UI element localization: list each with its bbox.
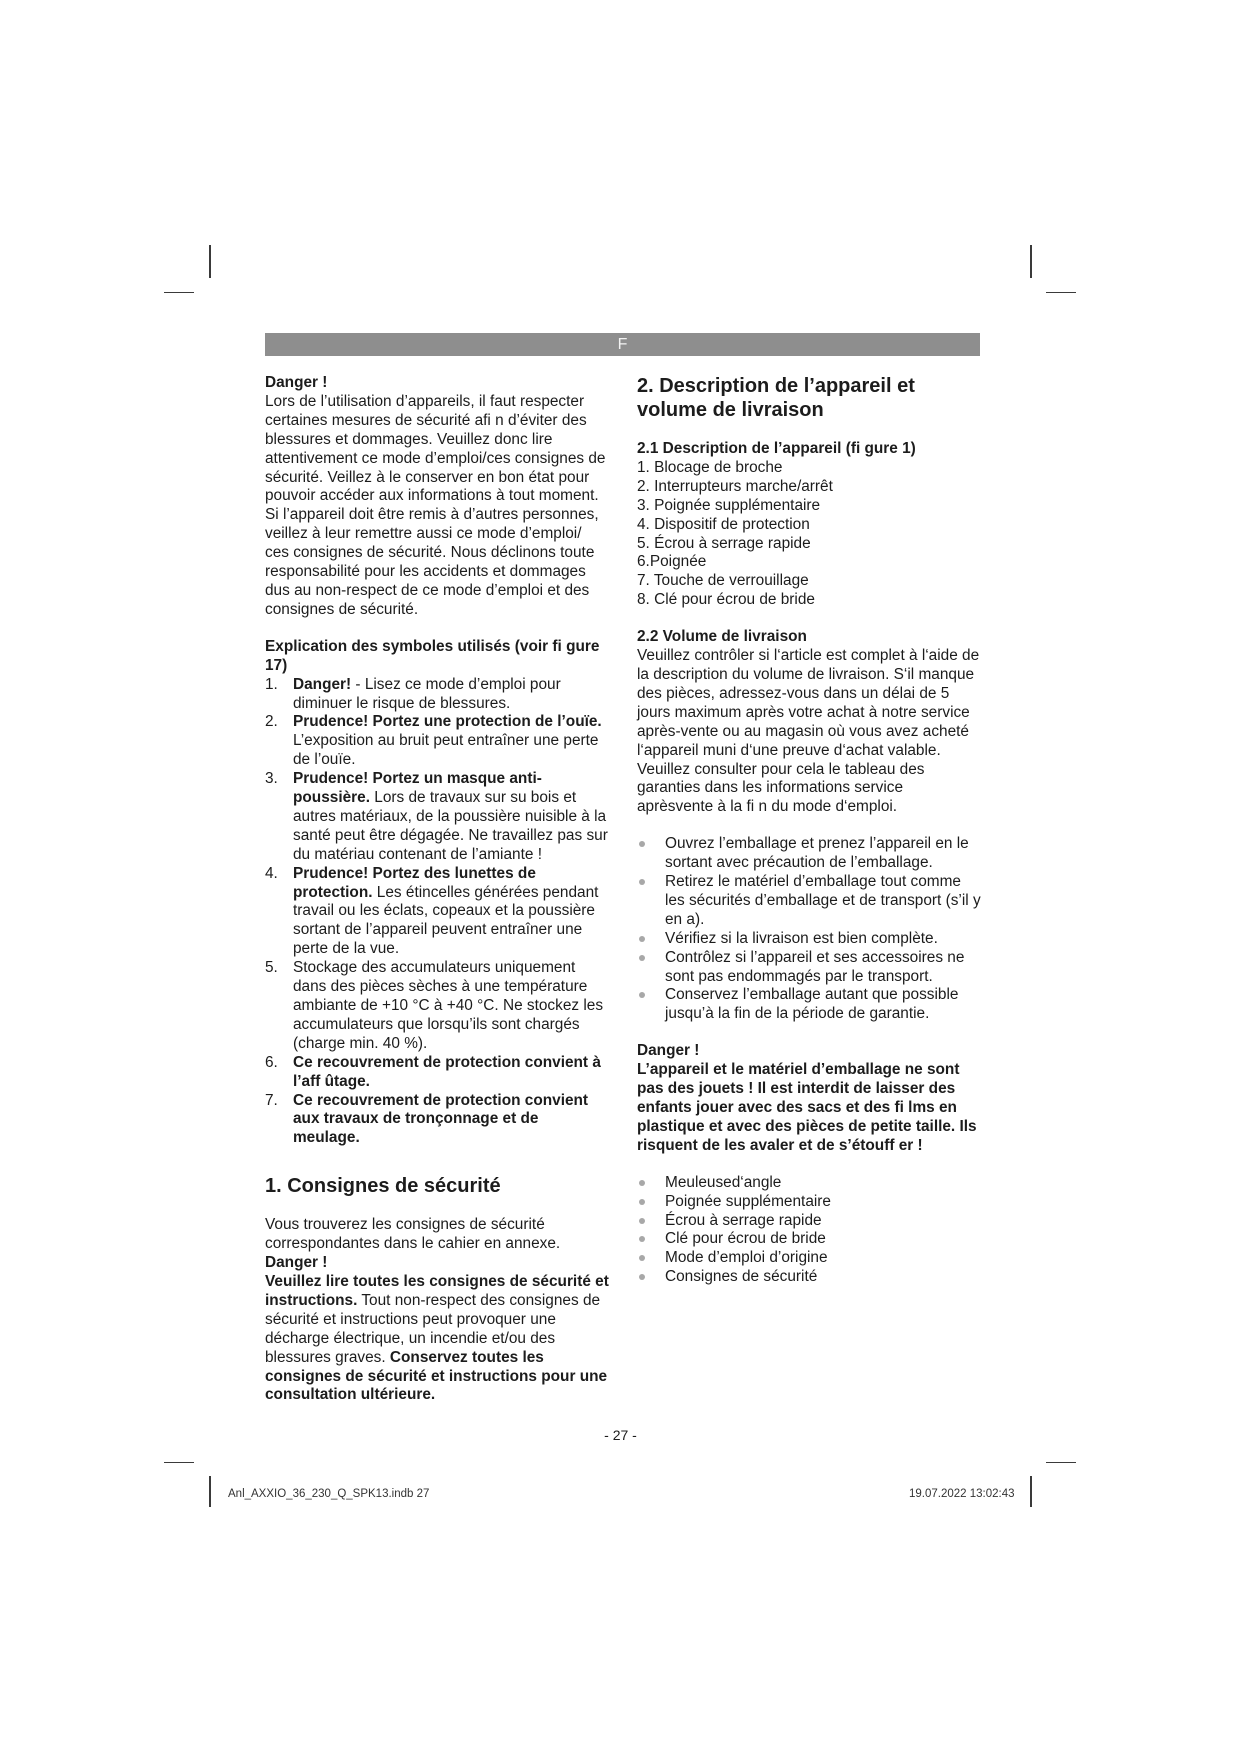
list-item: Clé pour écrou de bride — [637, 1230, 982, 1249]
crop-mark — [1030, 245, 1032, 278]
bullet-icon — [639, 1180, 645, 1186]
section1-text: Vous trouverez les consignes de sécurité correspondantes dans le cahier en annexe. — [265, 1216, 561, 1253]
bullet-icon — [639, 955, 645, 961]
sub21-title: 2.1 Description de l’appareil (fi gure 1) — [637, 440, 916, 457]
section1-paragraph: Veuillez lire toutes les consignes de sécurité et instructions. Tout non-respect des consignes de sécurité et instructions peut provoquer une décharge électrique, un incendie et/ou des blessures graves. Conservez toutes les consignes de sécurité et instructions pour une consultation ultérieure. — [265, 1272, 609, 1404]
list-item: 5. Stockage des accumulateurs uniquement dans des pièces sèches à une température ambiante de +10 °C à +40 °C. Ne stockez les accumulateurs que lorsqu’ils sont chargés (charge min. 40 %). — [265, 959, 604, 1052]
section1-title: 1. Consignes de sécurité — [265, 1175, 501, 1198]
bullet-icon — [639, 1274, 645, 1280]
delivery-contents-list — [637, 1174, 982, 1287]
intro-danger-title: Danger ! — [265, 374, 328, 391]
crop-mark — [164, 292, 194, 293]
footer-timestamp: 19.07.2022 13:02:43 — [909, 1488, 1015, 1500]
section1-danger: Danger ! — [265, 1254, 328, 1272]
bullet-icon — [639, 1199, 645, 1205]
list-item: 5. Écrou à serrage rapide — [637, 534, 811, 552]
list-item: Conservez l’emballage autant que possible jusqu’à la fin de la période de garantie. — [637, 986, 982, 1024]
bullet-icon — [639, 879, 645, 885]
bullet-icon — [639, 1218, 645, 1224]
list-item: Meuleused‘angle — [637, 1174, 982, 1193]
symbols-list — [265, 676, 609, 1149]
crop-mark — [1046, 292, 1076, 293]
list-item: 7. Ce recouvrement de protection convient aux travaux de tronçonnage et de meulage. — [265, 1091, 589, 1147]
crop-mark — [209, 1476, 211, 1507]
list-item: 7. Touche de verrouillage — [637, 572, 809, 590]
page-number: - 27 - — [604, 1427, 637, 1443]
list-item: 8. Clé pour écrou de bride — [637, 591, 815, 609]
list-item: Consignes de sécurité — [637, 1268, 982, 1287]
list-item: 3. Poignée supplémentaire — [637, 496, 821, 514]
bullet-icon — [639, 992, 645, 998]
right-column — [637, 374, 982, 1287]
list-item: Ouvrez l’emballage et prenez l’appareil en le sortant avec précaution de l’emballage. — [637, 835, 982, 873]
list-item: 1. Blocage de broche — [637, 458, 783, 476]
bullet-icon — [639, 1236, 645, 1242]
sub22-text: Veuillez contrôler si l‘article est complet à l‘aide de la description du volume de livraison. S‘il manque des pièces, adressez-vous dans un délai de 5 jours maximum après votre achat à notre service après-vente ou au magasin où vous avez acheté l‘appareil muni d‘une preuve d‘achat valable. Veuillez consulter pour cela le tableau des garanties dans les informations service aprèsvente à la fi n du mode d‘emploi. — [637, 647, 980, 816]
crop-mark — [209, 245, 211, 278]
bullet-icon — [639, 1255, 645, 1261]
danger-title: Danger ! — [637, 1042, 700, 1060]
language-label: F — [617, 336, 628, 353]
list-item: Poignée supplémentaire — [637, 1193, 982, 1212]
list-item: 6. Ce recouvrement de protection convient à l’aff ûtage. — [265, 1053, 601, 1090]
crop-mark — [1046, 1462, 1076, 1463]
list-item: Retirez le matériel d’emballage tout comme les sécurités d’emballage et de transport (s’il y en a). — [637, 873, 982, 930]
language-header-bar — [265, 333, 980, 356]
list-item: Contrôlez si l’appareil et ses accessoires ne sont pas endommagés par le transport. — [637, 949, 982, 987]
sub22-title: 2.2 Volume de livraison — [637, 628, 807, 646]
parts-list — [637, 459, 982, 610]
crop-mark — [164, 1462, 194, 1463]
intro-text: Lors de l’utilisation d’appareils, il faut respecter certaines mesures de sécurité afi n d’éviter des blessures et dommages. Veuillez donc lire attentivement ce mode d’emploi/ces consignes de sécurité. Veillez à le conserver en bon état pour pouvoir accéder aux informations à tout moment. Si l’appareil doit être remis à d’autres personnes, veillez à leur remettre aussi ce mode d’emploi/ ces consignes de sécurité. Nous déclinons toute responsabilité pour les accidents et dommages dus au non-respect de ce mode d’emploi et des consignes de sécurité. — [265, 392, 606, 618]
list-item: 6.Poignée — [637, 553, 707, 571]
bullet-icon — [639, 936, 645, 942]
danger-warning-text: L’appareil et le matériel d’emballage ne sont pas des jouets ! Il est interdit de laisser des enfants jouer avec des sacs et des fi lms en plastique et avec des pièces de petite taille. Ils risquent de les avaler et de s’étouff er ! — [637, 1061, 977, 1154]
list-item: Mode d’emploi d’origine — [637, 1249, 982, 1268]
list-item: 2. Prudence! Portez une protection de l’ouïe. L’exposition au bruit peut entraîner une perte de l’ouïe. — [265, 713, 602, 769]
unpacking-steps-list — [637, 835, 982, 1024]
left-column — [265, 374, 609, 1405]
list-item: Écrou à serrage rapide — [637, 1212, 982, 1231]
footer-file-name: Anl_AXXIO_36_230_Q_SPK13.indb 27 — [228, 1488, 430, 1500]
section2-title: 2. Description de l’appareil et volume de livraison — [637, 375, 915, 421]
symbols-title: Explication des symboles utilisés (voir fi gure 17) — [265, 637, 600, 674]
list-item: Vérifiez si la livraison est bien complète. — [637, 930, 982, 949]
bullet-icon — [639, 841, 645, 847]
list-item: 1. Danger! - Lisez ce mode d’emploi pour diminuer le risque de blessures. — [265, 675, 561, 712]
list-item: 4. Prudence! Portez des lunettes de protection. Les étincelles générées pendant travail ou les éclats, copeaux et la poussière sortant de l’appareil peuvent entraîner une perte de la vue. — [265, 864, 599, 958]
crop-mark — [1030, 1476, 1032, 1507]
list-item: 3. Prudence! Portez un masque anti-poussière. Lors de travaux sur su bois et autres matériaux, de la poussière nuisible à la santé peut être dégagée. Ne travaillez pas sur du matériau contenant de l’amiante ! — [265, 770, 608, 863]
list-item: 4. Dispositif de protection — [637, 515, 810, 533]
list-item: 2. Interrupteurs marche/arrêt — [637, 477, 833, 495]
